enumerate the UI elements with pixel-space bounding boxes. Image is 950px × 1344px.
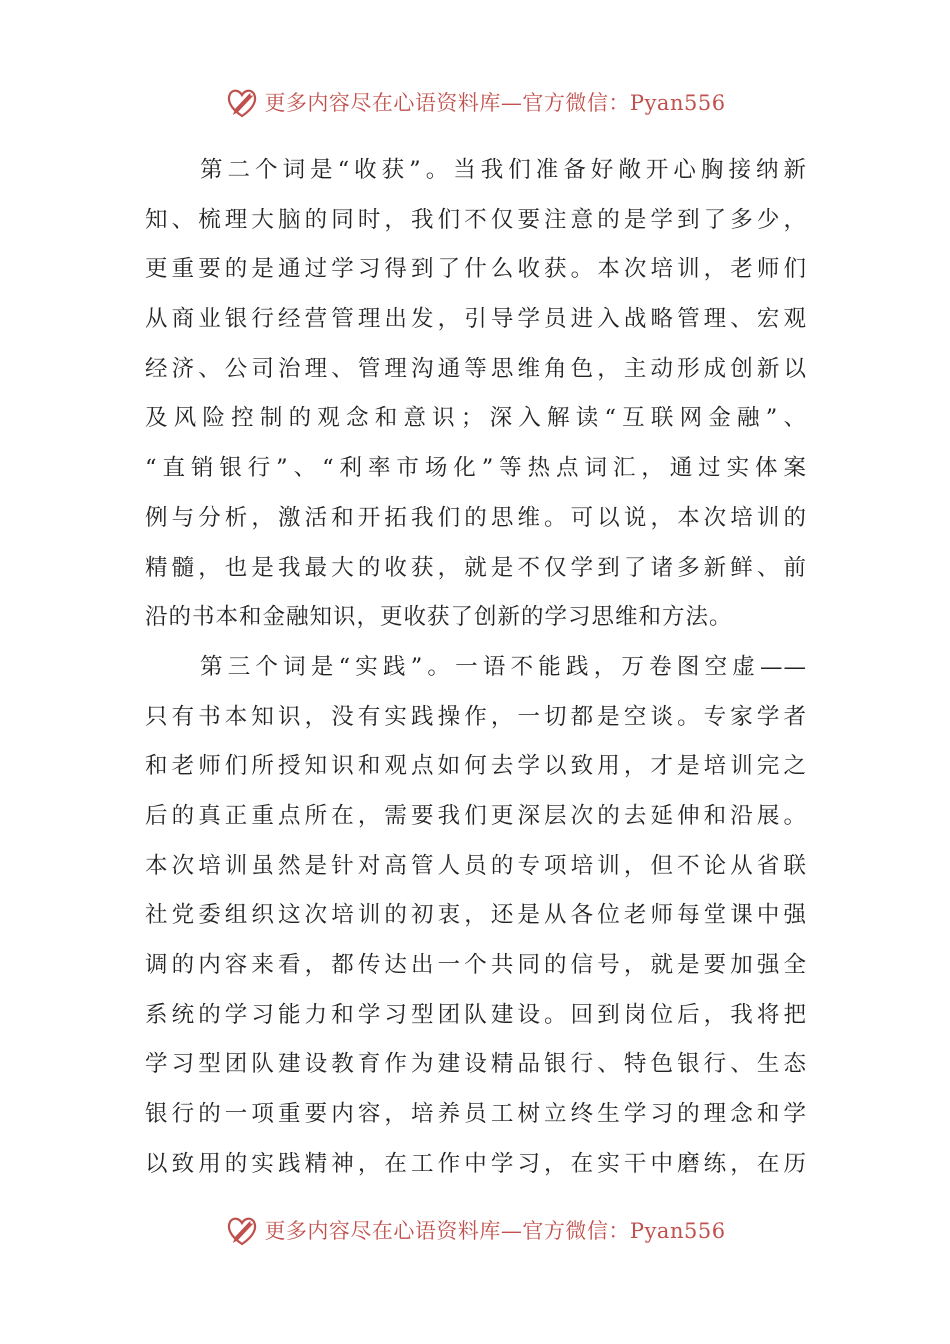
pen-heart-logo-icon	[224, 84, 260, 120]
footer-banner-text: 更多内容尽在心语资料库—官方微信：Pyan556	[264, 1219, 726, 1243]
paragraph-line: 和老师们所授知识和观点如何去学以致用，才是培训完之	[145, 753, 807, 780]
paragraph-line: 第二个词是“收获”。当我们准备好敞开心胸接纳新	[200, 157, 807, 183]
header-banner-text: 更多内容尽在心语资料库—官方微信：Pyan556	[264, 91, 726, 115]
paragraph-line: 精髓，也是我最大的收获，就是不仅学到了诸多新鲜、前	[145, 554, 807, 581]
paragraph-line: 例与分析，激活和开拓我们的思维。可以说，本次培训的	[145, 504, 807, 531]
paragraph-line: 及风险控制的观念和意识；深入解读“互联网金融”、	[145, 405, 807, 432]
footer-banner	[0, 1210, 950, 1250]
paragraph-line: 只有书本知识，没有实践操作，一切都是空谈。专家学者	[145, 703, 807, 730]
paragraph-line: 更重要的是通过学习得到了什么收获。本次培训，老师们	[145, 256, 807, 283]
paragraph-line: 后的真正重点所在，需要我们更深层次的去延伸和沿展。	[145, 802, 807, 829]
paragraph-line: “直销银行”、“利率市场化”等热点词汇，通过实体案	[145, 455, 807, 482]
paragraph-line: 本次培训虽然是针对高管人员的专项培训，但不论从省联	[145, 852, 807, 879]
paragraph-line: 学习型团队建设教育作为建设精品银行、特色银行、生态	[145, 1051, 807, 1078]
header-banner	[0, 82, 950, 122]
pen-heart-logo-icon	[224, 1212, 260, 1248]
paragraph-line: 系统的学习能力和学习型团队建设。回到岗位后，我将把	[145, 1001, 807, 1028]
paragraph-line: 以致用的实践精神，在工作中学习，在实干中磨练，在历	[145, 1150, 807, 1177]
paragraph-line: 沿的书本和金融知识，更收获了创新的学习思维和方法。	[145, 604, 733, 631]
paragraph-line: 调的内容来看，都传达出一个共同的信号，就是要加强全	[145, 952, 807, 978]
paragraph-line: 第三个词是“实践”。一语不能践，万卷图空虚——	[200, 653, 807, 680]
paragraph-line: 知、梳理大脑的同时，我们不仅要注意的是学到了多少，	[145, 206, 807, 233]
paragraph-line: 经济、公司治理、管理沟通等思维角色，主动形成创新以	[145, 355, 807, 382]
paragraph-line: 银行的一项重要内容，培养员工树立终生学习的理念和学	[145, 1101, 807, 1128]
paragraph-line: 从商业银行经营管理出发，引导学员进入战略管理、宏观	[145, 306, 807, 333]
paragraph-line: 社党委组织这次培训的初衷，还是从各位老师每堂课中强	[145, 902, 807, 929]
document-body	[145, 146, 807, 1189]
